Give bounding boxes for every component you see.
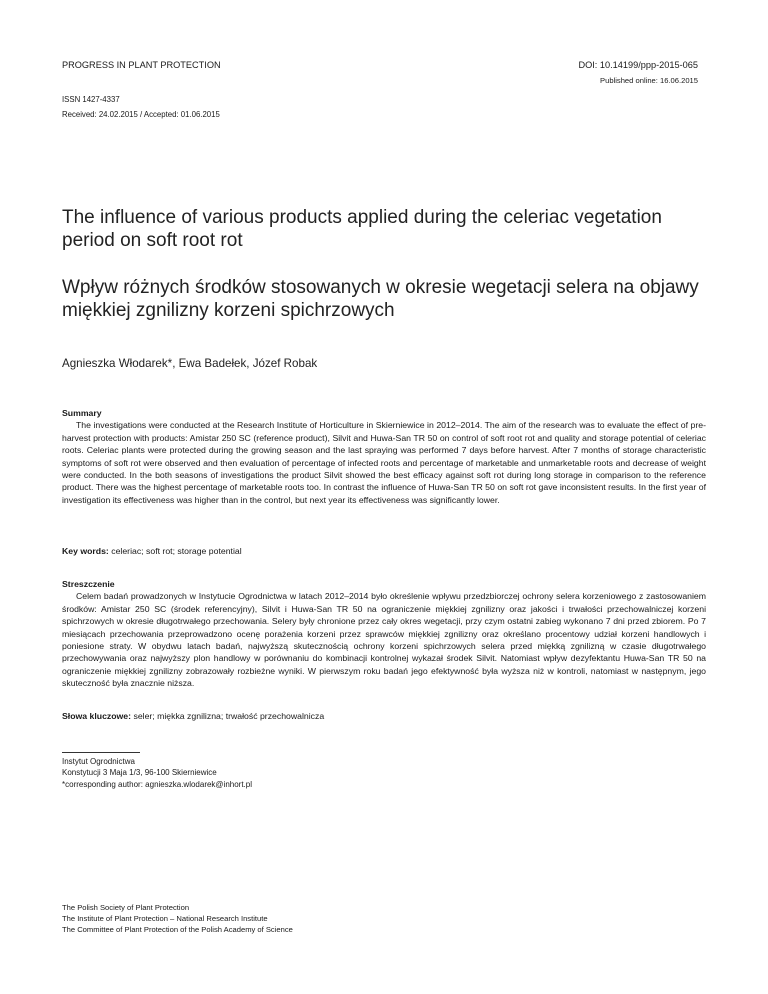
summary-section: [62, 407, 706, 506]
affiliation-address: Konstytucji 3 Maja 1/3, 96-100 Skierniewice: [62, 768, 217, 778]
footer-line-1: The Polish Society of Plant Protection: [62, 903, 190, 912]
received-accepted-dates: Received: 24.02.2015 / Accepted: 01.06.2015: [62, 110, 220, 119]
authors: Agnieszka Włodarek*, Ewa Badełek, Józef Robak: [62, 357, 318, 370]
article-title-polish: Wpływ różnych środków stosowanych w okresie wegetacji selera na objawy miękkiej zgnilizny korzeni spichrzowych: [62, 277, 699, 321]
affiliation-institute: Instytut Ogrodnictwa: [62, 757, 135, 766]
issn: ISSN 1427-4337: [62, 95, 120, 104]
streszczenie-text: Celem badań prowadzonych w Instytucie Ogrodnictwa w latach 2012–2014 było określenie wpływu przedzbiorczej ochrony selera korzeniowego z zastosowaniem środków: Amistar 250 SC (środek referencyjny), Silvit i Huwa-San TR 50 na ograniczenie miękkiej zgnilizny oraz jakości i trwałości przechowalniczej korzeni spichrzowych w okresie długotrwałego przechowania. Selery były chronione przez cały okres wegetacji, przy czym ostatni zabieg wykonano 7 dni przed zbiorem. Po 7 miesiącach przechowania przeprowadzono ocenę porażenia korzeni przez sprawców miękkiej zgnilizny oraz określano procentowy udział korzeni handlowych i poniesione straty. W obydwu latach badań, najwyższą skutecznością ochrony korzeni spichrzowych selera przed miękką zgnilizną w czasie długotrwałego przechowywania oraz najwyższy plon handlowy w porównaniu do kombinacji kontrolnej wykazał środek Silvit. Natomiast wpływ dezyfektantu Huwa-San TR 50 na ograniczenie miękkiej zgnilizny zobrazowały rozbieżne wyniki. W pierwszym roku badań jego efektywność była wyższa niż w kontroli, natomiast w następnym, jego skuteczność była znacznie niższa.: [62, 591, 706, 689]
keywords-text: celeriac; soft rot; storage potential: [111, 546, 242, 556]
footer-line-2: The Institute of Plant Protection – National Research Institute: [62, 913, 268, 923]
publisher-footer: [62, 903, 293, 935]
published-date: Published online: 16.06.2015: [600, 76, 698, 85]
summary-heading: Summary: [62, 408, 102, 418]
streszczenie-heading: Streszczenie: [62, 579, 115, 589]
streszczenie-section: [62, 578, 706, 690]
keywords-pl-text: seler; miękka zgnilizna; trwałość przechowalnicza: [133, 711, 325, 721]
keywords-pl-label: Słowa kluczowe:: [62, 711, 132, 721]
journal-name: PROGRESS IN PLANT PROTECTION: [62, 60, 221, 70]
footer-line-3: The Committee of Plant Protection of the Polish Academy of Science: [62, 924, 293, 934]
summary-text: The investigations were conducted at the Research Institute of Horticulture in Skierniewice in 2012–2014. The aim of the research was to evaluate the effect of pre-harvest protection with products: Amistar 250 SC (reference product), Silvit and Huwa-San TR 50 on control of soft root rot and quality and storage potential of celeriac roots. Celeriac plants were protected during the growing season and the last spraying was performed 7 days before harvest. After 7 months of storage characteristic symptoms of soft rot were observed and then evaluation of percentage of infected roots and percentage of marketable and unmarketable roots and decrease of weight were conducted. In the both seasons of investigations the product Silvit showed the best efficacy against soft rot during long storage in comparison to the reference product. There was the highest percentage of marketable roots too. In contrast the influence of Huwa-San TR 50 on soft rot gave inconsistent results. In the first year of investigation its effectiveness was higher than in the control, but next year its effectiveness was significantly lower.: [62, 420, 706, 505]
corresponding-author: *corresponding author: agnieszka.wlodarek@inhort.pl: [62, 779, 253, 789]
article-title-english: The influence of various products applied during the celeriac vegetation period on soft root rot: [62, 207, 662, 251]
keywords-label: Key words:: [62, 546, 109, 556]
doi: DOI: 10.14199/ppp-2015-065: [578, 60, 698, 70]
keywords-english: [62, 545, 706, 557]
affiliation: [62, 756, 252, 790]
keywords-polish: [62, 710, 706, 722]
footnote-divider: [62, 752, 140, 753]
